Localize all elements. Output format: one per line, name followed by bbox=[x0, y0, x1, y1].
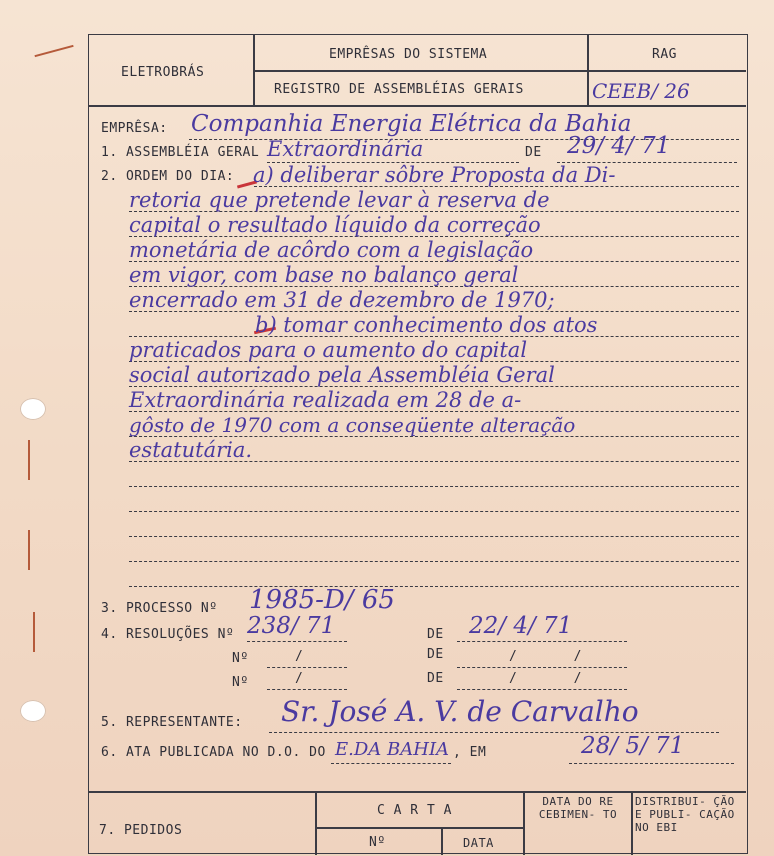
agenda-label: 2. ORDEM DO DIA: bbox=[101, 169, 235, 184]
agenda-line: em vigor, com base no balanço geral bbox=[129, 263, 519, 287]
publication-date: 28/ 5/ 71 bbox=[581, 733, 685, 759]
rag-value: CEEB/ 26 bbox=[592, 79, 690, 103]
binder-hole-bottom bbox=[20, 700, 46, 722]
resolution-de-label: DE bbox=[427, 627, 444, 642]
agenda-line: retoria que pretende levar à reserva de bbox=[129, 188, 550, 212]
header-divider bbox=[89, 105, 746, 107]
resolution-no-label: Nº bbox=[232, 675, 249, 690]
agenda-line: Extraordinária realizada em 28 de a- bbox=[129, 388, 522, 412]
resolution-number: / bbox=[295, 649, 304, 664]
carta-number-label: Nº bbox=[369, 835, 386, 850]
agenda-line: capital o resultado líquido da correção bbox=[129, 213, 541, 237]
resolution-date: / / bbox=[509, 649, 582, 664]
group-label: EMPRÊSAS DO SISTEMA bbox=[329, 47, 488, 62]
binder-hole-top bbox=[20, 398, 46, 420]
resolution-date: / / bbox=[509, 671, 582, 686]
company-value: Companhia Energia Elétrica da Bahia bbox=[191, 111, 632, 137]
assembly-date: 29/ 4/ 71 bbox=[567, 133, 671, 159]
publication-label: 6. ATA PUBLICADA NO D.O. DO bbox=[101, 745, 326, 760]
paper-mark bbox=[33, 612, 35, 652]
registry-label: REGISTRO DE ASSEMBLÉIAS GERAIS bbox=[274, 82, 524, 97]
assembly-type: Extraordinária bbox=[267, 137, 424, 161]
assembly-de-label: DE bbox=[525, 145, 542, 160]
resolution-de-label: DE bbox=[427, 671, 444, 686]
resolution-de-label: DE bbox=[427, 647, 444, 662]
rag-label: RAG bbox=[652, 47, 677, 62]
agenda-line: social autorizado pela Assembléia Geral bbox=[129, 363, 555, 387]
representative-value: Sr. José A. V. de Carvalho bbox=[281, 695, 639, 728]
publication-em-label: , EM bbox=[453, 745, 487, 760]
orders-label: 7. PEDIDOS bbox=[99, 823, 183, 838]
agenda-line: encerrado em 31 de dezembro de 1970; bbox=[129, 288, 555, 312]
paper-mark bbox=[28, 440, 30, 480]
footer-divider bbox=[89, 791, 746, 793]
resolution-number: 238/ 71 bbox=[247, 613, 336, 639]
paper-mark bbox=[28, 530, 30, 570]
process-label: 3. PROCESSO Nº bbox=[101, 601, 218, 616]
resolution-date: 22/ 4/ 71 bbox=[469, 613, 573, 639]
org-label: ELETROBRÁS bbox=[121, 65, 205, 80]
carta-label: C A R T A bbox=[377, 803, 452, 818]
received-date-label: DATA DO RE CEBIMEN- TO bbox=[538, 795, 618, 821]
agenda-line: gôsto de 1970 com a conseqüente alteração bbox=[129, 413, 576, 437]
agenda-line: b) tomar conhecimento dos atos bbox=[255, 313, 598, 337]
resolution-number: / bbox=[295, 671, 304, 686]
company-label: EMPRÊSA: bbox=[101, 121, 168, 136]
resolution-no-label: Nº bbox=[232, 651, 249, 666]
agenda-line: praticados para o aumento do capital bbox=[129, 338, 528, 362]
registration-form bbox=[88, 34, 748, 854]
distribution-label: DISTRIBUI- ÇÃO E PUBLI- CAÇÃO NO EBI bbox=[635, 795, 735, 834]
resolutions-label: 4. RESOLUÇÕES Nº bbox=[101, 627, 235, 642]
process-value: 1985-D/ 65 bbox=[249, 585, 395, 615]
assembly-label: 1. ASSEMBLÉIA GERAL bbox=[101, 145, 260, 160]
publication-state: E.DA BAHIA bbox=[335, 739, 450, 760]
representative-label: 5. REPRESENTANTE: bbox=[101, 715, 243, 730]
carta-date-label: DATA bbox=[463, 836, 494, 850]
agenda-line: monetária de acôrdo com a legislação bbox=[129, 238, 534, 262]
agenda-line: a) deliberar sôbre Proposta da Di- bbox=[253, 163, 616, 187]
agenda-line: estatutária. bbox=[129, 438, 253, 462]
